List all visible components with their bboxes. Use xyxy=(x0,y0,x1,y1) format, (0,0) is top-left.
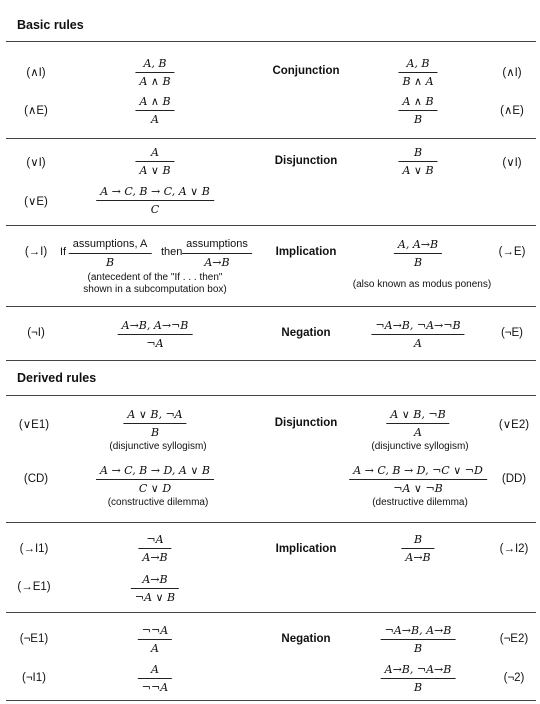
cd-fraction xyxy=(96,464,214,495)
denominator: ¬A xyxy=(146,337,164,350)
denominator: A ∨ B xyxy=(139,164,171,177)
numerator: ¬¬A xyxy=(141,624,169,637)
denominator: C ∨ D xyxy=(138,482,172,495)
and-elim-right-fraction xyxy=(398,95,437,126)
numerator: A xyxy=(151,663,159,676)
neg-i1-fraction xyxy=(138,663,172,694)
neg-e1-fraction xyxy=(138,624,172,655)
rule-tag-imp-i2: (→I2) xyxy=(499,543,529,555)
imp-e1-fraction xyxy=(131,573,179,604)
rule-tag-neg-2: (¬2) xyxy=(503,672,525,684)
category-negation: Negation xyxy=(281,327,331,339)
neg-intro-fraction xyxy=(118,319,193,350)
category-implication: Implication xyxy=(275,246,337,258)
antecedent-note-line-1: (antecedent of the "If . . . then" xyxy=(87,272,223,283)
numerator: A → C, B → D, A ∨ B xyxy=(100,464,210,477)
separator xyxy=(6,612,536,613)
then-label: then xyxy=(161,246,183,258)
denominator: C xyxy=(150,203,160,216)
numerator: A → C, B → D, ¬C ∨ ¬D xyxy=(353,464,483,477)
basic-rules-heading: Basic rules xyxy=(17,18,84,32)
separator xyxy=(6,138,536,139)
numerator: assumptions xyxy=(186,238,248,250)
destructive-dilemma-note: (destructive dilemma) xyxy=(372,497,468,508)
numerator: A ∧ B xyxy=(139,95,171,108)
denominator: A xyxy=(151,642,159,655)
denominator: A→B xyxy=(204,256,230,269)
imp-i2-fraction xyxy=(401,533,434,564)
numerator: A→B, ¬A→B xyxy=(384,663,452,676)
numerator: assumptions, A xyxy=(72,238,148,250)
separator xyxy=(6,700,536,701)
derived-rules-heading: Derived rules xyxy=(17,371,97,385)
rule-tag-neg-intro: (¬I) xyxy=(27,327,45,339)
rule-tag-neg-e2: (¬E2) xyxy=(499,633,529,645)
numerator: ¬A→B, ¬A→¬B xyxy=(375,319,461,332)
numerator: A, A→B xyxy=(397,238,439,251)
rule-tag-or-elim: (∨E) xyxy=(24,196,48,208)
numerator: A → C, B → C, A ∨ B xyxy=(100,185,210,198)
separator xyxy=(6,306,536,307)
numerator: A, B xyxy=(143,57,167,70)
separator xyxy=(6,395,536,396)
category-conjunction: Conjunction xyxy=(272,65,340,77)
antecedent-note-line-2: shown in a subcomputation box) xyxy=(83,284,227,295)
rule-tag-imp-i1: (→I1) xyxy=(19,543,49,555)
rule-tag-or-e2: (∨E2) xyxy=(498,419,530,431)
imp-intro-conclusion-fraction xyxy=(182,238,252,269)
imp-elim-fraction xyxy=(394,238,442,269)
modus-ponens-note: (also known as modus ponens) xyxy=(352,279,492,290)
rule-tag-imp-e1: (→E1) xyxy=(17,581,51,593)
separator xyxy=(6,360,536,361)
numerator: A→B xyxy=(142,573,168,586)
denominator: ¬A ∨ ¬B xyxy=(393,482,443,495)
separator xyxy=(6,225,536,226)
denominator: ¬¬A xyxy=(141,681,169,694)
and-intro-left-fraction xyxy=(135,57,174,88)
separator xyxy=(6,41,536,42)
or-intro-right-fraction xyxy=(398,146,437,177)
numerator: B xyxy=(413,533,423,546)
rule-tag-neg-e1: (¬E1) xyxy=(19,633,49,645)
dd-fraction xyxy=(349,464,487,495)
denominator: A xyxy=(414,426,422,439)
rule-tag-imp-intro: (→I) xyxy=(24,246,48,258)
neg-elim-fraction xyxy=(371,319,464,350)
denominator: A→B xyxy=(405,551,431,564)
rule-tag-and-elim-right: (∧E) xyxy=(500,105,524,117)
denominator: B ∧ A xyxy=(402,75,434,88)
rule-tag-and-intro: (∧I) xyxy=(26,67,46,79)
numerator: A→B, A→¬B xyxy=(121,319,189,332)
rule-tag-neg-i1: (¬I1) xyxy=(22,672,46,684)
denominator: A→B xyxy=(142,551,168,564)
rule-tag-or-e1: (∨E1) xyxy=(18,419,50,431)
rule-tag-neg-elim: (¬E) xyxy=(500,327,524,339)
or-e2-fraction xyxy=(386,408,449,439)
category-derived-disjunction: Disjunction xyxy=(274,417,338,429)
and-elim-left-fraction xyxy=(135,95,174,126)
denominator: B xyxy=(413,681,423,694)
disjunctive-syllogism-note-right: (disjunctive syllogism) xyxy=(371,441,469,452)
rule-tag-or-intro-right: (∨I) xyxy=(502,157,522,169)
category-derived-negation: Negation xyxy=(281,633,331,645)
or-e1-fraction xyxy=(123,408,186,439)
rule-tag-and-elim: (∧E) xyxy=(24,105,48,117)
neg-e2-fraction xyxy=(381,624,456,655)
rule-tag-imp-elim: (→E) xyxy=(498,246,526,258)
numerator: A ∧ B xyxy=(402,95,434,108)
denominator: A xyxy=(414,337,422,350)
numerator: ¬A→B, A→B xyxy=(384,624,452,637)
numerator: A ∨ B, ¬B xyxy=(390,408,446,421)
denominator: B xyxy=(150,426,160,439)
denominator: B xyxy=(413,256,423,269)
denominator: A ∧ B xyxy=(139,75,171,88)
constructive-dilemma-note: (constructive dilemma) xyxy=(107,497,209,508)
denominator: B xyxy=(413,113,423,126)
numerator: A xyxy=(151,146,159,159)
neg-2-fraction xyxy=(381,663,456,694)
numerator: B xyxy=(413,146,423,159)
numerator: A, B xyxy=(406,57,430,70)
rule-tag-or-intro: (∨I) xyxy=(26,157,46,169)
rule-tag-cd: (CD) xyxy=(23,473,49,485)
denominator: B xyxy=(105,256,115,269)
imp-i1-fraction xyxy=(138,533,171,564)
and-intro-right-fraction xyxy=(398,57,437,88)
or-intro-left-fraction xyxy=(135,146,174,177)
imp-intro-premise-fraction xyxy=(69,238,152,269)
rule-tag-and-intro-right: (∧I) xyxy=(502,67,522,79)
numerator: A ∨ B, ¬A xyxy=(127,408,183,421)
rule-tag-dd: (DD) xyxy=(501,473,527,485)
numerator: ¬A xyxy=(146,533,164,546)
category-derived-implication: Implication xyxy=(275,543,337,555)
denominator: A xyxy=(151,113,159,126)
if-label: If xyxy=(60,246,67,258)
disjunctive-syllogism-note-left: (disjunctive syllogism) xyxy=(109,441,207,452)
denominator: ¬A ∨ B xyxy=(134,591,176,604)
or-elim-fraction xyxy=(96,185,214,216)
denominator: A ∨ B xyxy=(402,164,434,177)
category-disjunction: Disjunction xyxy=(274,155,338,167)
antecedent-note xyxy=(83,272,226,296)
separator xyxy=(6,522,536,523)
denominator: B xyxy=(413,642,423,655)
